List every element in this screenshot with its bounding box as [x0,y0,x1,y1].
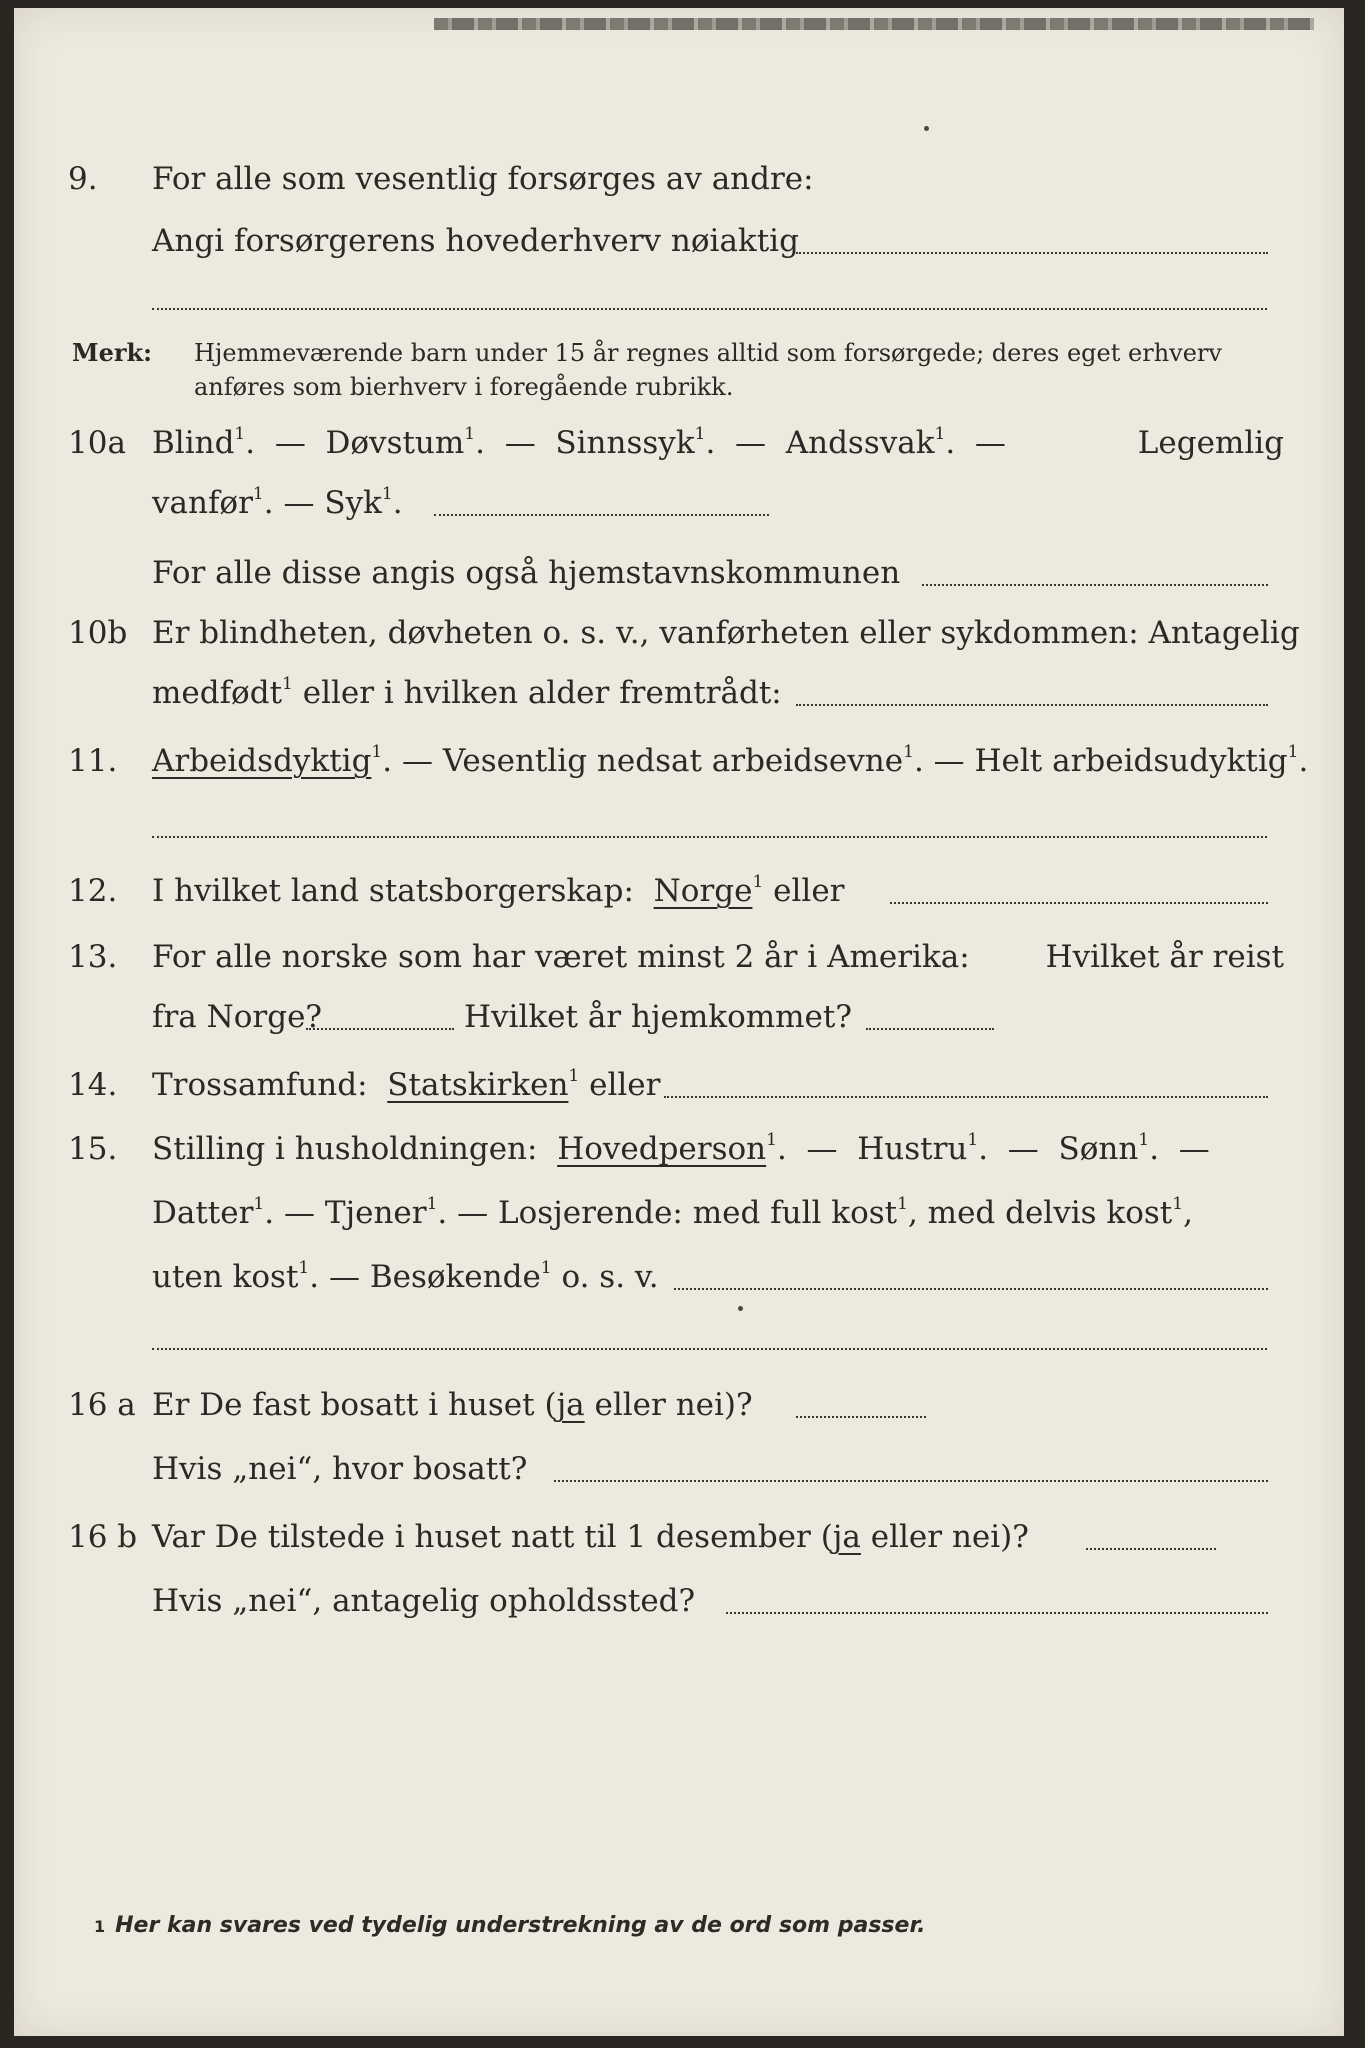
q13-line-2 [14,992,1344,1042]
q11-line [14,736,1344,786]
q10a-options-1: Blind$^1$. — Døvstum$^1$. — Sinnssyk$^1$. — Andssvak$^1$. — [152,424,1006,461]
q13-number: 13. [68,939,118,975]
q16b-number: 16 b [68,1519,138,1555]
merk-note [14,336,1344,406]
option-losjerende[interactable]: Losjerende: med full kost [498,1195,898,1231]
q11-number: 11. [68,743,118,779]
q15-text-2: Datter$^1$. — Tjener$^1$. — Losjerende: med full kost$^1$, med delvis kost$^1$, [152,1194,1193,1231]
q15-number: 15. [68,1131,118,1167]
option-statskirken[interactable]: Statskirken [387,1067,569,1103]
answer-line[interactable] [152,308,1267,310]
q12-line [14,866,1344,916]
answer-line[interactable] [152,836,1267,838]
option-medfodt[interactable]: medfødt [152,675,283,711]
q16a-number: 16 a [68,1387,136,1423]
option-nedsat[interactable]: — Vesentlig nedsat arbeidsevne [401,743,904,779]
q15-line-3 [14,1252,1344,1302]
top-edge-band [434,18,1314,30]
ink-speck [738,1306,743,1311]
q10a-line-2 [14,478,1344,528]
merk-label: Merk: [72,338,152,367]
q10a-options-2: vanfør$^1$. — Syk$^1$. [152,484,403,521]
q14-text: Trossamfund: Statskirken$^1$ eller [152,1066,661,1103]
q15-text-1: Stilling i husholdningen: Hovedperson$^1$. — Hustru$^1$. — Sønn$^1$. — [152,1130,1210,1167]
footnote-text: Her kan svares ved tydelig understrekning av de ord som passer. [115,1913,926,1938]
q15-text-3: uten kost$^1$. — Besøkende$^1$ o. s. v. [152,1258,659,1295]
q11-options: Arbeidsdyktig$^1$. — Vesentlig nedsat arbeidsevne$^1$. — Helt arbeidsudyktig$^1$. [152,742,1309,779]
option-delvis-kost[interactable]: med delvis kost [927,1195,1173,1231]
footnote [94,1913,926,1938]
q12-number: 12. [68,873,118,909]
q16b-line-1 [14,1512,1344,1562]
ink-speck [924,126,929,131]
q10a-line-3 [14,548,1344,598]
q13-fra-norge: fra Norge? [152,999,323,1035]
option-dovstum[interactable]: Døvstum [325,425,465,461]
merk-text-1: Hjemmeværende barn under 15 år regnes alltid som forsørgede; deres eget erhverv [194,339,1222,367]
option-hovedperson[interactable]: Hovedperson [557,1131,767,1167]
q9-text-2: Angi forsørgerens hovederhverv nøiaktig [152,223,799,259]
answer-line[interactable] [866,1028,994,1030]
option-syk[interactable]: Syk [324,485,382,521]
option-datter[interactable]: Datter [152,1195,254,1231]
option-legemlig[interactable]: Legemlig [1137,425,1284,461]
q10b-text-1: Er blindheten, døvheten o. s. v., vanførheten eller sykdommen: Antagelig [152,615,1300,651]
q16b-text-1: Var De tilstede i huset natt til 1 desember (ja eller nei)? [152,1519,1029,1555]
option-ja[interactable]: ja [832,1519,861,1555]
q16a-line-1 [14,1380,1344,1430]
answer-line[interactable] [152,1348,1267,1350]
q10b-number: 10b [68,615,128,651]
q10a-number: 10a [68,425,126,461]
answer-line[interactable] [726,1612,1268,1614]
q9-number: 9. [68,161,98,197]
q10a-text-3: For alle disse angis også hjemstavnskommunen [152,555,901,591]
answer-line[interactable] [1086,1548,1216,1550]
q16a-text-2: Hvis „nei“, hvor bosatt? [152,1451,528,1487]
answer-line[interactable] [796,704,1268,706]
answer-line[interactable] [890,902,1268,904]
option-sinnssyk[interactable]: Sinnssyk [555,425,695,461]
q9-line-2 [14,216,1344,266]
merk-text-2: anføres som bierhverv i foregående rubrikk. [194,373,734,401]
q15-line-1 [14,1124,1344,1174]
census-form-page [14,8,1344,2036]
q9-line-1 [14,154,1344,204]
answer-line[interactable] [306,1028,454,1030]
q13-line-1 [14,932,1344,982]
q13-text-1: For alle norske som har været minst 2 år i Amerika: [152,939,970,975]
q10b-line-2 [14,668,1344,718]
answer-line[interactable] [554,1480,1268,1482]
q10b-line-1 [14,608,1344,658]
option-uten-kost[interactable]: uten kost [152,1259,299,1295]
option-besokende[interactable]: Besøkende [369,1259,541,1295]
answer-line[interactable] [664,1096,1268,1098]
q16b-text-2: Hvis „nei“, antagelig opholdssted? [152,1583,696,1619]
q10b-text-2: medfødt$^1$ eller i hvilken alder fremtrådt: [152,674,782,711]
q13-text-1-right: Hvilket år reist [1045,939,1284,975]
q15-line-2 [14,1188,1344,1238]
answer-line[interactable] [796,252,1268,254]
answer-line[interactable] [922,584,1268,586]
answer-line[interactable] [674,1288,1268,1290]
option-vanfor[interactable]: vanfør [152,485,253,521]
option-udyktig[interactable]: — Helt arbeidsudyktig [933,743,1288,779]
answer-line[interactable] [796,1416,926,1418]
q13-hjemkommet: Hvilket år hjemkommet? [464,999,852,1035]
q14-number: 14. [68,1067,118,1103]
q9-text-1: For alle som vesentlig forsørges av andre: [152,161,814,197]
option-andssvak[interactable]: Andssvak [785,425,935,461]
q16b-line-2 [14,1576,1344,1626]
option-blind[interactable]: Blind [152,425,235,461]
q16a-text-1: Er De fast bosatt i huset (ja eller nei)? [152,1387,753,1423]
option-tjener[interactable]: Tjener [324,1195,427,1231]
option-norge[interactable]: Norge [653,873,753,909]
q10a-line-1 [14,418,1344,468]
option-sonn[interactable]: Sønn [1058,1131,1139,1167]
option-ja[interactable]: ja [556,1387,585,1423]
q12-text: I hvilket land statsborgerskap: Norge$^1$ eller [152,872,845,909]
q14-line [14,1060,1344,1110]
answer-line[interactable] [434,514,769,516]
q16a-line-2 [14,1444,1344,1494]
option-hustru[interactable]: Hustru [857,1131,968,1167]
footnote-mark: 1 [94,1917,106,1936]
option-arbeidsdyktig[interactable]: Arbeidsdyktig [152,743,372,779]
